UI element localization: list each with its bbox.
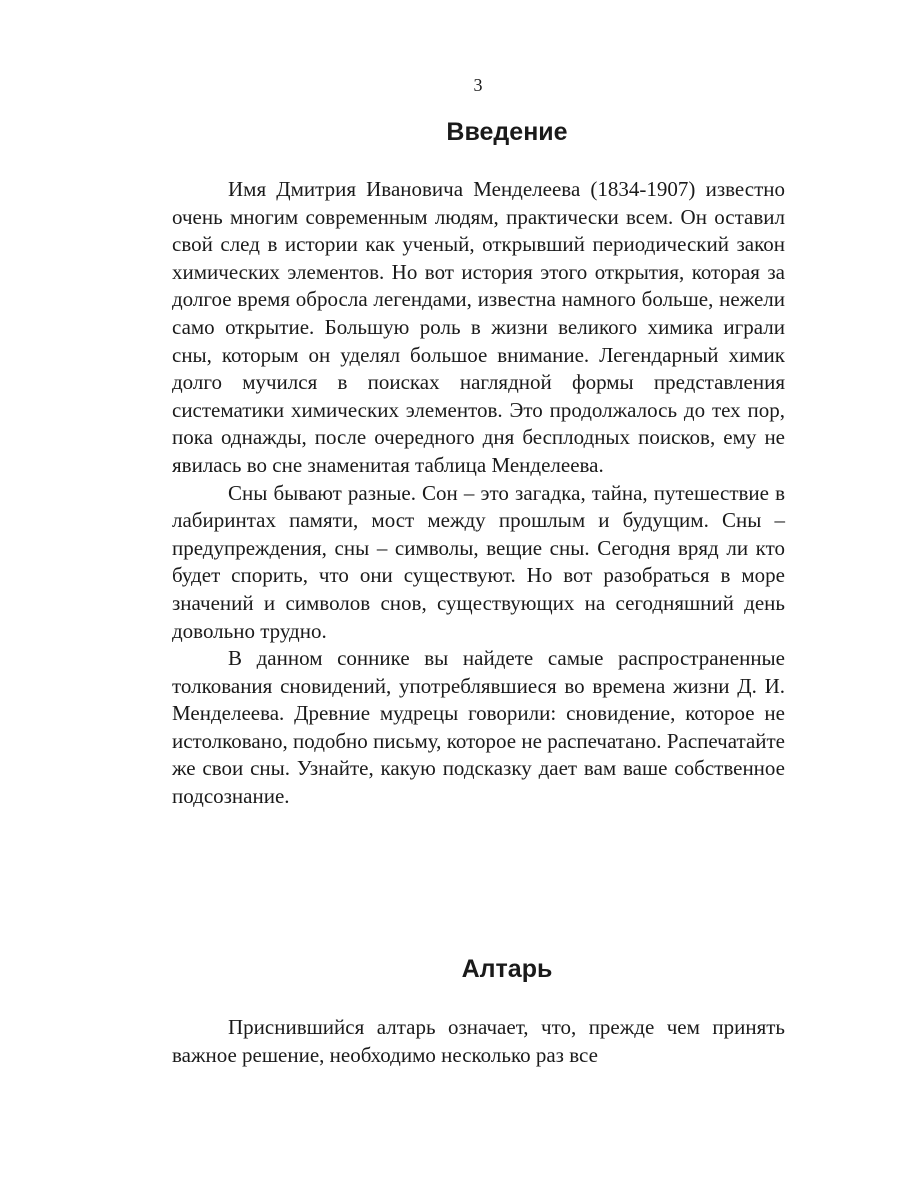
page-number: 3: [473, 75, 483, 95]
paragraph: В данном соннике вы найдете самые распространенные толкования сновидений, употреблявшиеся во времена жизни Д. И. Менделеева. Древние мудрецы говорили: сновидение, которое не истолковано, подобно письму, которое не распечатано. Распечатайте же свои сны. Узнайте, какую подсказку дает вам ваше собственное подсознание.: [172, 646, 785, 809]
altar-body: [172, 1014, 785, 1069]
paragraph: Сны бывают разные. Сон – это загадка, тайна, путешествие в лабиринтах памяти, мост между прошлым и будущим. Сны – предупреждения, сны – символы, вещие сны. Сегодня вряд ли кто будет спорить, что они существуют. Но вот разобраться в море значений и символов снов, существующих на сегодняшний день довольно трудно.: [172, 480, 785, 643]
paragraph: Имя Дмитрия Ивановича Менделеева (1834-1907) известно очень многим современным людям, практически всем. Он оставил свой след в истории как ученый, открывший периодический закон химических элементов. Но вот история этого открытия, которая за долгое время обросла легендами, известна намного больше, нежели само открытие. Большую роль в жизни великого химика играли сны, которым он уделял большое внимание. Легендарный химик долго мучился в поисках наглядной формы представления систематики химических элементов. Это продолжалось до тех пор, пока однажды, после очередного дня бесплодных поисков, ему не явилась во сне знаменитая таблица Менделеева.: [172, 177, 785, 477]
introduction-body: [172, 176, 785, 811]
section-heading-introduction: Введение: [446, 118, 568, 146]
section-heading-altar: Алтарь: [461, 955, 553, 983]
paragraph: Приснившийся алтарь означает, что, прежде чем принять важное решение, необходимо несколько раз все: [172, 1015, 785, 1067]
